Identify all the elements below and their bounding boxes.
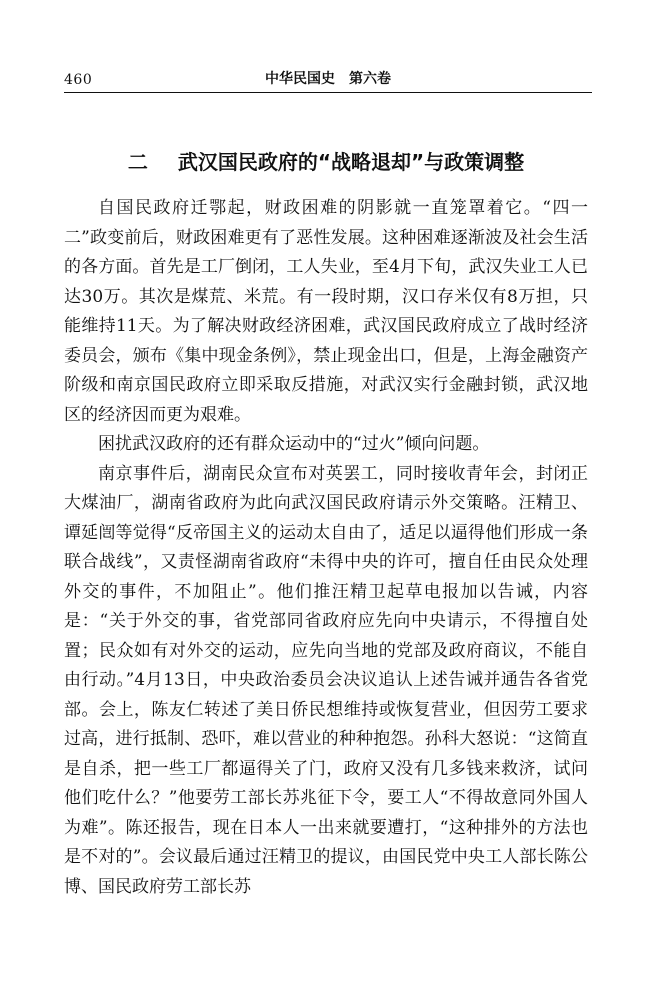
paragraph: 困扰武汉政府的还有群众运动中的“过火”倾向问题。 [98, 434, 490, 454]
running-header [64, 70, 592, 93]
body-text [64, 194, 588, 902]
paragraph: 自国民政府迁鄂起，财政困难的阴影就一直笼罩着它。“四一二”政变前后，财政困难更有了恶性发展。这种困难逐渐波及社会生活的各方面。首先是工厂倒闭，工人失业，至4月下旬，武汉失业工人已达30万。其次是煤荒、米荒。有一段时期，汉口存米仅有8万担，只能维持11天。为了解决财政经济困难，武汉国民政府成立了战时经济委员会，颁布《集中现金条例》，禁止现金出口，但是，上海金融资产阶级和南京国民政府立即采取反措施，对武汉实行金融封锁，武汉地区的经济因而更为艰难。 [64, 198, 588, 425]
book-title: 中华民国史 第六卷 [265, 71, 391, 87]
section-heading [0, 146, 652, 175]
page-number: 460 [64, 72, 93, 88]
section-number: 二 [127, 150, 148, 174]
paragraph: 南京事件后，湖南民众宣布对英罢工，同时接收青年会，封闭正大煤油厂，湖南省政府为此向武汉国民政府请示外交策略。汪精卫、谭延闿等觉得“反帝国主义的运动太自由了，适足以逼得他们形成一条联合战线”，又责怪湖南省政府“未得中央的许可，擅自任由民众处理外交的事件，不加阻止”。他们推汪精卫起草电报加以告诫，内容是：“关于外交的事，省党部同省政府应先向中央请示，不得擅自处置；民众如有对外交的运动，应先向当地的党部及政府商议，不能自由行动。”4月13日，中央政治委员会决议追认上述告诫并通告各省党部。会上，陈友仁转述了美日侨民想维持或恢复营业，但因劳工要求过高，进行抵制、恐吓，难以营业的种种抱怨。孙科大怒说：“这简直是自杀，把一些工厂都逼得关了门，政府又没有几多钱来救济，试问他们吃什么？”他要劳工部长苏兆征下令，要工人“不得故意同外国人为难”。陈还报告，现在日本人一出来就要遭打，“这种排外的方法也是不对的”。会议最后通过汪精卫的提议，由国民党中央工人部长陈公博、国民政府劳工部长苏 [64, 463, 588, 897]
section-title: 武汉国民政府的“战略退却”与政策调整 [177, 150, 525, 174]
